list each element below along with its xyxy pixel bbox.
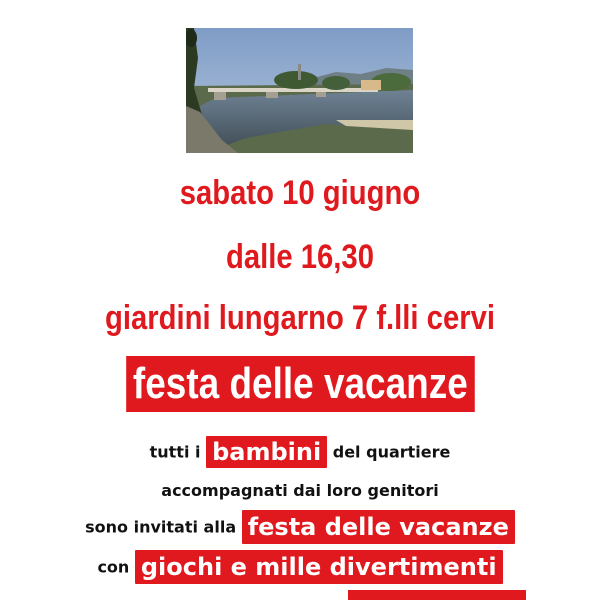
invite-line-invited (0, 510, 600, 544)
invite-line-games (0, 550, 600, 584)
highlight-bambini: bambini (206, 436, 327, 468)
title-banner-row (0, 356, 600, 412)
invite-line-children-pre: tutti i (149, 442, 207, 462)
next-line-highlight-cut (348, 590, 526, 600)
invite-line-invited-pre: sono invitati alla (85, 517, 242, 537)
event-title-banner: festa delle vacanze (126, 356, 474, 412)
invite-line-parents: accompagnati dai loro genitori (161, 481, 439, 500)
event-date: sabato 10 giugno (179, 174, 421, 212)
invite-line-children-post: del quartiere (332, 442, 451, 462)
invite-line-games-pre: con (97, 557, 135, 577)
highlight-festa-delle-vacanze: festa delle vacanze (242, 510, 515, 544)
invite-line-children (0, 436, 600, 468)
river-bridge-photo-icon (186, 28, 413, 153)
river-bridge-photo (186, 28, 413, 153)
event-place: giardini lungarno 7 f.lli cervi (105, 299, 495, 337)
highlight-giochi: giochi e mille divertimenti (135, 550, 503, 584)
event-time: dalle 16,30 (226, 238, 374, 276)
